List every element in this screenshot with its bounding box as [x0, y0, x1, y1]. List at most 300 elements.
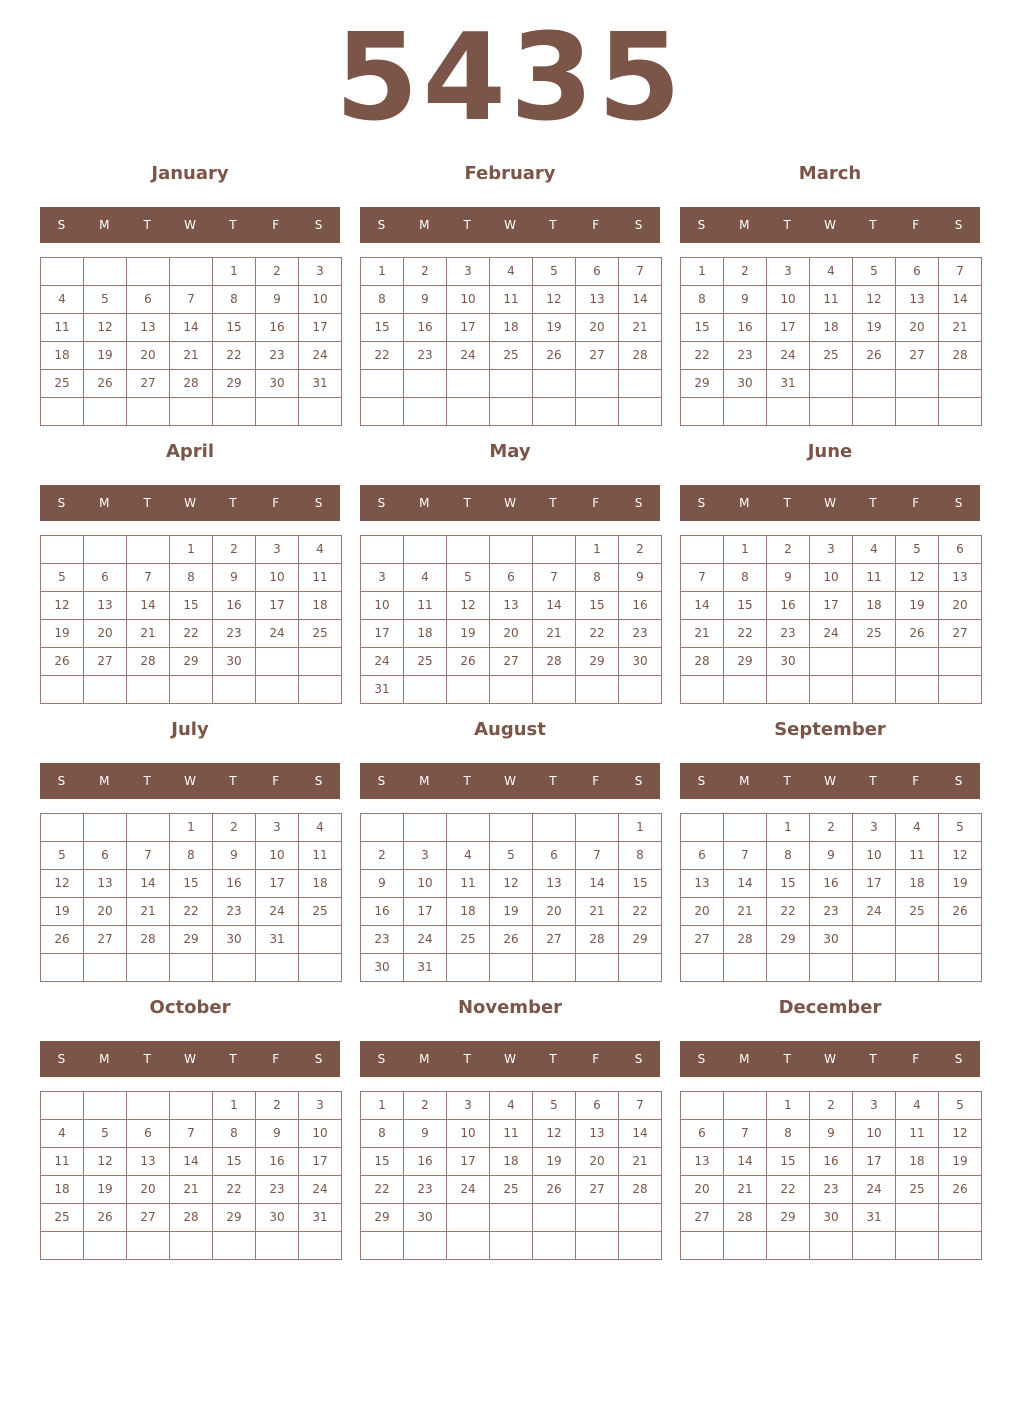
day-cell: 27 — [490, 648, 533, 676]
day-cell — [127, 398, 170, 426]
weekday-label: S — [634, 774, 643, 788]
day-cell: 5 — [853, 258, 896, 286]
day-grid — [360, 1091, 662, 1260]
day-cell — [299, 398, 342, 426]
day-cell: 29 — [619, 926, 662, 954]
day-grid — [40, 1091, 342, 1260]
day-cell: 16 — [256, 1148, 299, 1176]
day-cell — [576, 398, 619, 426]
day-cell — [939, 398, 982, 426]
day-cell — [170, 954, 213, 982]
day-cell: 7 — [619, 1092, 662, 1120]
day-cell: 16 — [213, 592, 256, 620]
month-name: June — [807, 441, 853, 462]
weekday-header — [40, 763, 340, 799]
day-cell: 5 — [533, 1092, 576, 1120]
day-cell: 25 — [810, 342, 853, 370]
day-cell — [127, 954, 170, 982]
day-cell: 20 — [490, 620, 533, 648]
day-cell: 27 — [681, 926, 724, 954]
day-cell — [681, 536, 724, 564]
day-cell: 12 — [41, 870, 84, 898]
day-cell: 14 — [170, 314, 213, 342]
day-cell: 20 — [533, 898, 576, 926]
day-cell: 8 — [724, 564, 767, 592]
day-cell: 12 — [84, 1148, 127, 1176]
weekday-label: M — [99, 496, 110, 510]
day-cell: 24 — [447, 1176, 490, 1204]
day-cell: 25 — [853, 620, 896, 648]
day-cell — [447, 954, 490, 982]
day-cell: 3 — [810, 536, 853, 564]
day-cell — [213, 398, 256, 426]
weekday-label: F — [912, 1052, 920, 1066]
day-cell: 7 — [681, 564, 724, 592]
day-cell — [299, 1232, 342, 1260]
day-cell: 17 — [404, 898, 447, 926]
weekday-header — [680, 485, 980, 521]
day-cell: 6 — [490, 564, 533, 592]
day-cell: 24 — [299, 1176, 342, 1204]
day-cell — [299, 926, 342, 954]
day-cell — [724, 1092, 767, 1120]
day-cell: 30 — [256, 370, 299, 398]
day-cell: 26 — [896, 620, 939, 648]
day-cell: 2 — [213, 536, 256, 564]
day-cell — [896, 926, 939, 954]
day-cell: 29 — [767, 1204, 810, 1232]
day-cell: 27 — [576, 342, 619, 370]
day-cell: 14 — [939, 286, 982, 314]
day-cell: 6 — [681, 1120, 724, 1148]
weekday-label: T — [783, 774, 791, 788]
day-cell: 5 — [939, 1092, 982, 1120]
day-cell: 8 — [170, 564, 213, 592]
day-cell — [619, 954, 662, 982]
weekday-label: M — [739, 774, 750, 788]
day-cell: 21 — [533, 620, 576, 648]
weekday-label: T — [229, 774, 237, 788]
day-cell — [939, 370, 982, 398]
day-cell — [896, 398, 939, 426]
day-cell: 30 — [256, 1204, 299, 1232]
weekday-header — [680, 763, 980, 799]
weekday-header — [680, 207, 980, 243]
day-cell — [619, 1232, 662, 1260]
year-title: 5435 — [335, 9, 685, 148]
day-grid — [40, 535, 342, 704]
day-cell: 24 — [256, 620, 299, 648]
day-cell: 25 — [41, 370, 84, 398]
day-cell — [256, 648, 299, 676]
weekday-label: S — [697, 774, 706, 788]
day-cell: 13 — [576, 286, 619, 314]
day-cell: 15 — [213, 1148, 256, 1176]
day-grid — [40, 813, 342, 982]
weekday-label: S — [57, 218, 66, 232]
day-cell: 1 — [213, 258, 256, 286]
day-cell: 13 — [681, 1148, 724, 1176]
day-cell — [447, 1232, 490, 1260]
day-cell: 13 — [490, 592, 533, 620]
day-cell: 28 — [619, 342, 662, 370]
day-cell — [490, 676, 533, 704]
day-grid — [680, 813, 982, 982]
day-cell: 6 — [127, 1120, 170, 1148]
day-cell: 4 — [490, 258, 533, 286]
day-cell — [810, 398, 853, 426]
weekday-header — [40, 207, 340, 243]
weekday-header — [40, 1041, 340, 1077]
weekday-label: F — [912, 774, 920, 788]
day-cell — [533, 370, 576, 398]
day-cell: 1 — [213, 1092, 256, 1120]
day-cell: 13 — [84, 592, 127, 620]
weekday-header — [360, 1041, 660, 1077]
day-cell: 2 — [256, 258, 299, 286]
day-cell: 11 — [896, 1120, 939, 1148]
day-cell: 18 — [41, 342, 84, 370]
day-cell — [533, 954, 576, 982]
day-cell: 25 — [490, 342, 533, 370]
weekday-label: T — [549, 496, 557, 510]
weekday-label: M — [419, 218, 430, 232]
weekday-label: S — [954, 1052, 963, 1066]
day-cell: 31 — [256, 926, 299, 954]
day-cell: 24 — [256, 898, 299, 926]
day-cell — [256, 954, 299, 982]
weekday-label: W — [184, 1052, 196, 1066]
day-cell: 20 — [939, 592, 982, 620]
weekday-label: T — [463, 1052, 471, 1066]
day-cell: 11 — [41, 1148, 84, 1176]
day-cell: 11 — [299, 842, 342, 870]
day-cell: 20 — [127, 342, 170, 370]
day-grid — [40, 257, 342, 426]
day-cell — [681, 814, 724, 842]
day-cell: 26 — [533, 1176, 576, 1204]
day-cell: 8 — [361, 286, 404, 314]
day-cell — [939, 676, 982, 704]
day-cell — [533, 398, 576, 426]
day-cell: 19 — [447, 620, 490, 648]
weekday-label: T — [229, 218, 237, 232]
day-cell: 28 — [939, 342, 982, 370]
day-cell: 9 — [404, 286, 447, 314]
day-cell: 29 — [361, 1204, 404, 1232]
day-cell: 26 — [533, 342, 576, 370]
day-cell — [896, 676, 939, 704]
day-cell: 1 — [619, 814, 662, 842]
day-grid — [360, 813, 662, 982]
day-cell: 2 — [361, 842, 404, 870]
day-cell: 9 — [767, 564, 810, 592]
day-cell — [404, 676, 447, 704]
day-cell — [853, 676, 896, 704]
day-cell: 16 — [404, 1148, 447, 1176]
day-cell: 2 — [256, 1092, 299, 1120]
day-cell: 18 — [490, 314, 533, 342]
day-cell — [939, 926, 982, 954]
day-cell: 10 — [256, 842, 299, 870]
day-cell: 25 — [490, 1176, 533, 1204]
day-cell: 28 — [533, 648, 576, 676]
month-name: February — [464, 163, 556, 184]
day-cell: 23 — [256, 1176, 299, 1204]
day-cell — [127, 1092, 170, 1120]
day-cell: 2 — [404, 1092, 447, 1120]
day-cell: 24 — [299, 342, 342, 370]
day-cell: 28 — [724, 1204, 767, 1232]
day-cell: 26 — [41, 648, 84, 676]
weekday-label: W — [184, 218, 196, 232]
day-cell — [404, 398, 447, 426]
day-cell: 31 — [361, 676, 404, 704]
weekday-label: S — [697, 496, 706, 510]
day-cell: 20 — [84, 620, 127, 648]
day-cell — [41, 258, 84, 286]
day-cell: 11 — [41, 314, 84, 342]
day-cell: 11 — [490, 286, 533, 314]
day-cell: 10 — [404, 870, 447, 898]
day-cell — [939, 954, 982, 982]
weekday-label: T — [549, 1052, 557, 1066]
day-cell: 6 — [896, 258, 939, 286]
day-cell — [533, 536, 576, 564]
day-cell: 3 — [256, 536, 299, 564]
day-cell: 12 — [533, 286, 576, 314]
day-cell: 10 — [299, 1120, 342, 1148]
day-cell: 23 — [404, 342, 447, 370]
day-cell: 7 — [127, 564, 170, 592]
day-cell — [810, 676, 853, 704]
day-cell: 23 — [404, 1176, 447, 1204]
day-cell: 14 — [127, 592, 170, 620]
day-cell: 17 — [299, 1148, 342, 1176]
day-cell: 18 — [490, 1148, 533, 1176]
day-cell: 17 — [810, 592, 853, 620]
weekday-label: T — [549, 774, 557, 788]
day-cell: 29 — [170, 648, 213, 676]
day-cell — [896, 1232, 939, 1260]
day-cell: 9 — [213, 564, 256, 592]
day-cell: 7 — [724, 1120, 767, 1148]
month-name: November — [457, 997, 563, 1018]
weekday-label: T — [229, 496, 237, 510]
weekday-label: T — [463, 218, 471, 232]
weekday-label: T — [783, 1052, 791, 1066]
day-cell: 15 — [681, 314, 724, 342]
month-name: October — [149, 997, 231, 1018]
weekday-label: S — [377, 774, 386, 788]
day-cell — [41, 398, 84, 426]
day-cell: 14 — [724, 870, 767, 898]
day-cell — [404, 370, 447, 398]
day-cell: 13 — [533, 870, 576, 898]
day-cell: 8 — [576, 564, 619, 592]
day-cell: 12 — [896, 564, 939, 592]
day-cell: 19 — [41, 898, 84, 926]
day-cell: 20 — [896, 314, 939, 342]
day-cell — [170, 676, 213, 704]
weekday-label: W — [824, 1052, 836, 1066]
day-cell: 23 — [213, 620, 256, 648]
day-cell: 6 — [84, 564, 127, 592]
day-cell: 19 — [84, 342, 127, 370]
day-cell: 18 — [447, 898, 490, 926]
weekday-label: S — [377, 218, 386, 232]
day-cell: 6 — [681, 842, 724, 870]
weekday-label: W — [824, 218, 836, 232]
day-cell: 27 — [84, 648, 127, 676]
day-cell: 5 — [41, 564, 84, 592]
day-cell: 6 — [576, 258, 619, 286]
day-cell: 28 — [681, 648, 724, 676]
day-cell — [84, 954, 127, 982]
day-cell: 3 — [853, 814, 896, 842]
weekday-label: S — [954, 218, 963, 232]
day-cell: 13 — [939, 564, 982, 592]
day-cell: 7 — [127, 842, 170, 870]
day-cell: 24 — [853, 1176, 896, 1204]
day-cell: 2 — [810, 1092, 853, 1120]
day-cell — [41, 536, 84, 564]
weekday-label: W — [504, 774, 516, 788]
weekday-label: T — [143, 496, 151, 510]
day-cell — [127, 814, 170, 842]
weekday-label: F — [272, 496, 280, 510]
weekday-header — [360, 485, 660, 521]
day-cell: 29 — [681, 370, 724, 398]
day-cell: 25 — [447, 926, 490, 954]
day-cell: 30 — [213, 648, 256, 676]
day-cell: 25 — [404, 648, 447, 676]
weekday-label: S — [314, 774, 323, 788]
month-name: January — [151, 163, 229, 184]
day-cell — [810, 648, 853, 676]
day-cell: 10 — [853, 842, 896, 870]
day-cell: 10 — [256, 564, 299, 592]
weekday-label: F — [272, 1052, 280, 1066]
day-cell: 15 — [576, 592, 619, 620]
day-cell: 12 — [84, 314, 127, 342]
day-cell — [490, 398, 533, 426]
day-cell — [896, 1204, 939, 1232]
day-cell — [939, 1232, 982, 1260]
month-name: September — [774, 719, 886, 740]
day-cell: 19 — [853, 314, 896, 342]
day-cell — [256, 1232, 299, 1260]
day-cell: 23 — [619, 620, 662, 648]
day-cell — [447, 814, 490, 842]
day-cell: 12 — [853, 286, 896, 314]
day-cell — [724, 954, 767, 982]
day-cell — [127, 536, 170, 564]
weekday-label: T — [869, 1052, 877, 1066]
day-cell: 30 — [361, 954, 404, 982]
day-cell: 24 — [853, 898, 896, 926]
day-cell — [170, 258, 213, 286]
day-cell — [41, 954, 84, 982]
day-cell: 7 — [170, 286, 213, 314]
day-cell: 17 — [447, 314, 490, 342]
day-cell — [299, 648, 342, 676]
day-grid — [360, 535, 662, 704]
weekday-label: F — [272, 218, 280, 232]
day-cell: 18 — [41, 1176, 84, 1204]
day-cell: 4 — [299, 536, 342, 564]
weekday-header — [360, 207, 660, 243]
day-cell: 10 — [767, 286, 810, 314]
day-cell: 17 — [256, 870, 299, 898]
day-cell: 31 — [853, 1204, 896, 1232]
day-cell — [84, 258, 127, 286]
day-cell: 22 — [724, 620, 767, 648]
day-cell: 19 — [896, 592, 939, 620]
weekday-label: S — [697, 1052, 706, 1066]
day-cell: 27 — [576, 1176, 619, 1204]
weekday-label: W — [504, 218, 516, 232]
day-cell: 11 — [490, 1120, 533, 1148]
day-cell: 8 — [170, 842, 213, 870]
weekday-label: M — [739, 1052, 750, 1066]
day-cell: 11 — [299, 564, 342, 592]
day-cell — [853, 1232, 896, 1260]
day-cell: 7 — [724, 842, 767, 870]
day-cell: 13 — [576, 1120, 619, 1148]
day-cell — [576, 1232, 619, 1260]
day-cell: 15 — [767, 1148, 810, 1176]
day-cell — [853, 954, 896, 982]
day-cell: 28 — [724, 926, 767, 954]
day-cell — [576, 676, 619, 704]
weekday-label: T — [143, 1052, 151, 1066]
weekday-label: S — [634, 496, 643, 510]
day-cell: 15 — [724, 592, 767, 620]
weekday-label: M — [739, 496, 750, 510]
weekday-label: T — [143, 218, 151, 232]
day-cell — [681, 1092, 724, 1120]
day-cell: 12 — [447, 592, 490, 620]
day-cell — [84, 1232, 127, 1260]
day-cell: 9 — [724, 286, 767, 314]
day-cell: 21 — [619, 314, 662, 342]
day-cell — [576, 370, 619, 398]
day-cell — [361, 814, 404, 842]
day-cell — [127, 1232, 170, 1260]
weekday-label: W — [504, 1052, 516, 1066]
day-grid — [360, 257, 662, 426]
day-cell — [256, 676, 299, 704]
day-cell: 30 — [810, 1204, 853, 1232]
weekday-label: T — [463, 774, 471, 788]
day-cell — [619, 370, 662, 398]
day-cell: 11 — [447, 870, 490, 898]
day-cell — [767, 398, 810, 426]
day-cell — [127, 676, 170, 704]
day-cell: 23 — [810, 1176, 853, 1204]
day-cell: 20 — [576, 1148, 619, 1176]
day-cell: 9 — [810, 842, 853, 870]
day-cell: 16 — [810, 1148, 853, 1176]
day-cell: 14 — [619, 1120, 662, 1148]
day-cell — [619, 676, 662, 704]
day-cell — [853, 370, 896, 398]
day-cell: 4 — [810, 258, 853, 286]
weekday-label: T — [783, 496, 791, 510]
day-cell: 13 — [681, 870, 724, 898]
day-cell — [576, 1204, 619, 1232]
